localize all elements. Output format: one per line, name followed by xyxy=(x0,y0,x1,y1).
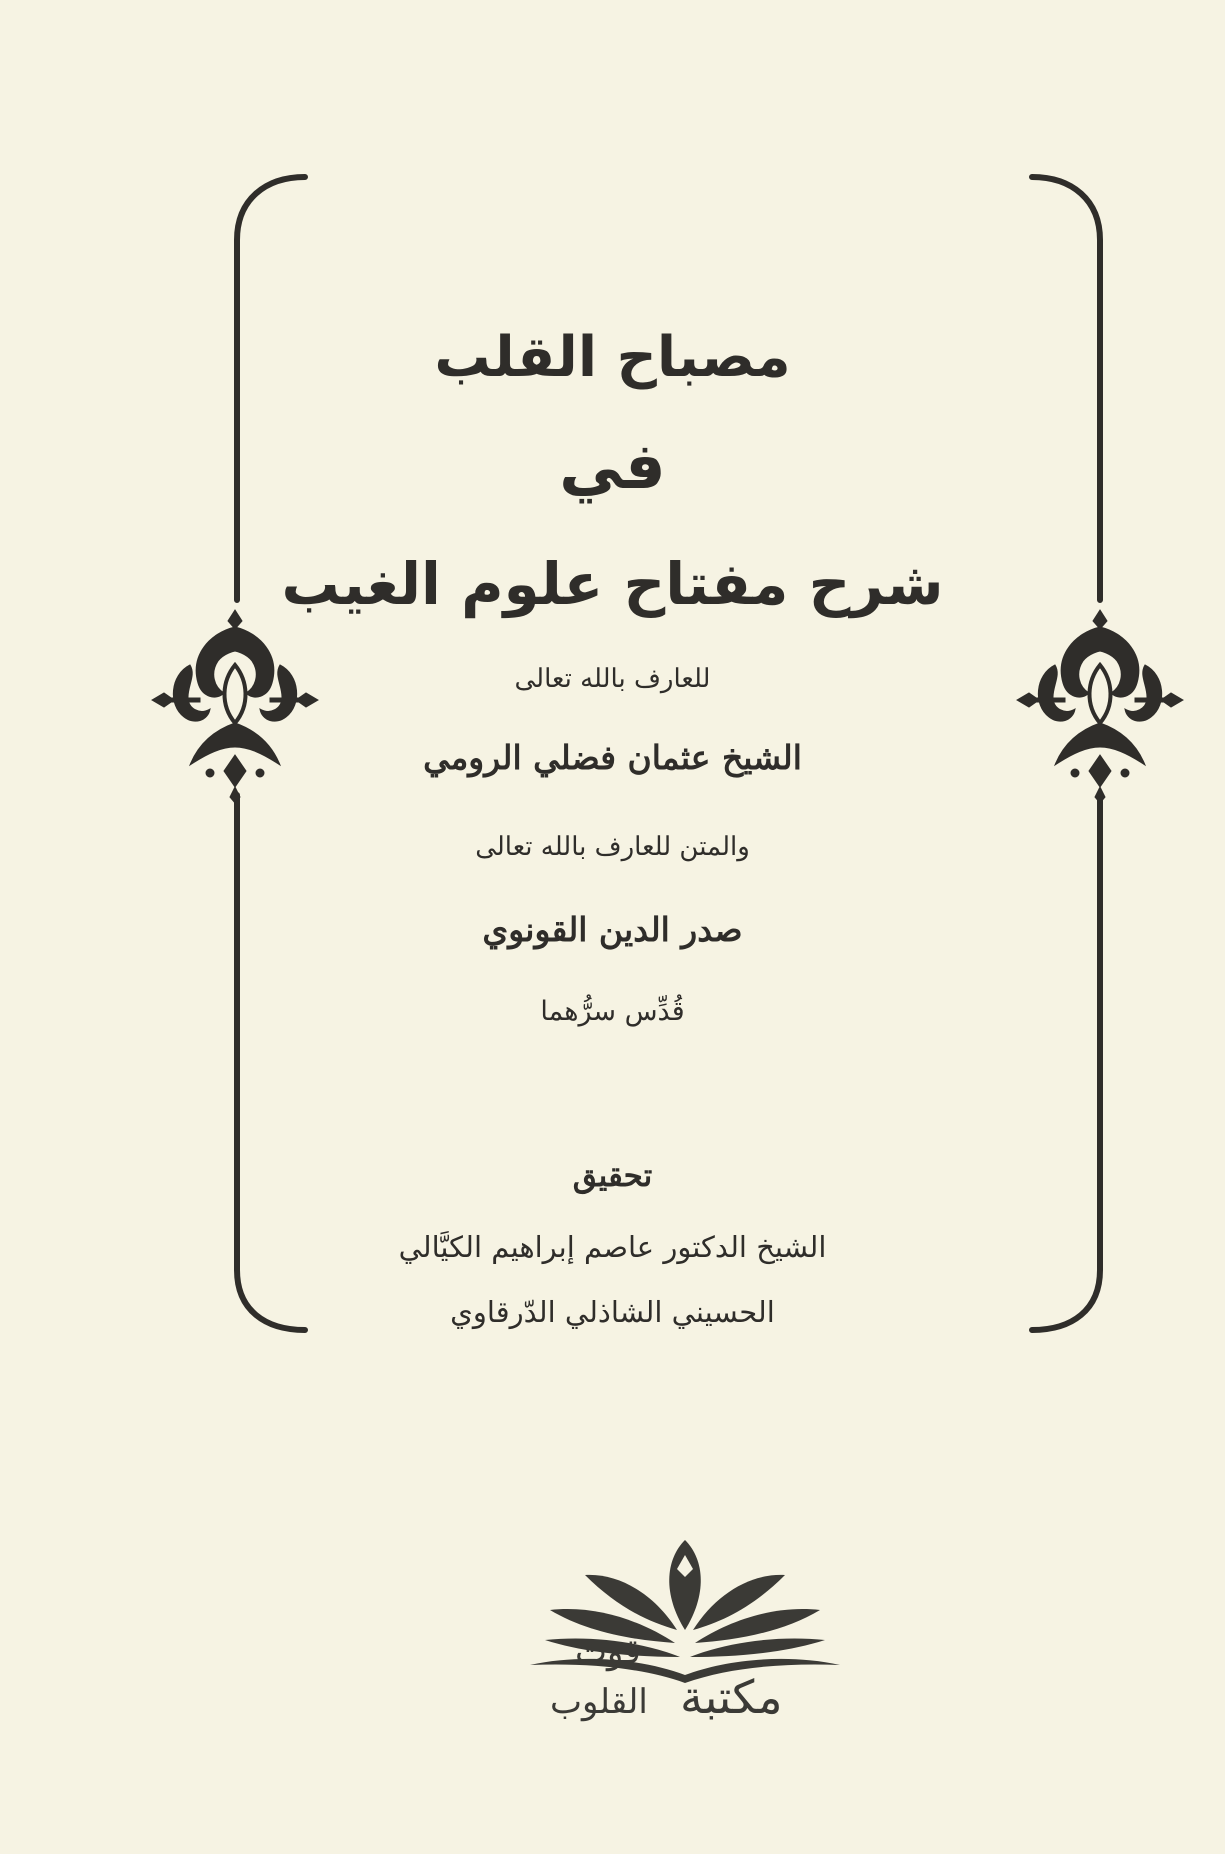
book-title-line-3: شرح مفتاح علوم الغيب xyxy=(281,550,944,618)
author-intro: للعارف بالله تعالى xyxy=(514,664,711,694)
matn-intro: والمتن للعارف بالله تعالى xyxy=(475,832,750,862)
blessing-phrase: قُدِّس سرُّهما xyxy=(540,996,685,1027)
publisher-name-word-3: القلوب xyxy=(550,1682,648,1722)
tahqiq-label: تحقيق xyxy=(572,1158,653,1194)
editor-line-1: الشيخ الدكتور عاصم إبراهيم الكيَّالي xyxy=(398,1230,827,1264)
publisher-name-word-1: مكتبة xyxy=(680,1670,783,1724)
author-name: الشيخ عثمان فضلي الرومي xyxy=(423,738,802,777)
matn-author-name: صدر الدين القونوي xyxy=(482,910,743,949)
publisher-name-word-2: قوت xyxy=(575,1632,641,1672)
book-title-line-1: مصباح القلب xyxy=(434,325,791,390)
book-title-line-2: في xyxy=(559,430,666,504)
editor-line-2: الحسيني الشاذلي الدّرقاوي xyxy=(450,1295,775,1329)
